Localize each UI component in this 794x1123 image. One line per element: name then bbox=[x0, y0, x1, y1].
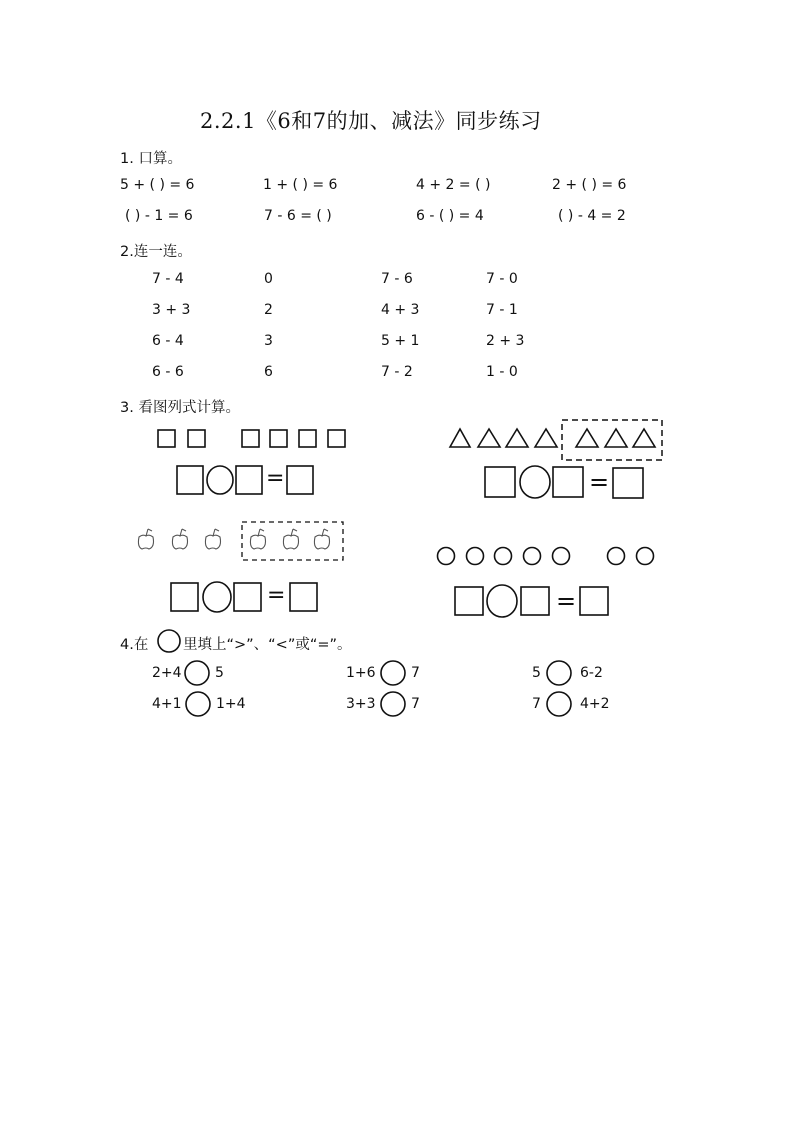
q4-right: 4+2 bbox=[580, 696, 610, 712]
q4-heading-prefix: 4.在 bbox=[120, 637, 149, 653]
apple-icon bbox=[314, 529, 329, 549]
apple-icon bbox=[283, 529, 298, 549]
q2-expr: 2 + 3 bbox=[486, 333, 525, 349]
circle-icon bbox=[553, 548, 570, 565]
circle-icon bbox=[467, 548, 484, 565]
dashed-box bbox=[242, 522, 343, 560]
q4-left: 5 bbox=[532, 665, 541, 681]
q4-right: 5 bbox=[215, 665, 224, 681]
operator-circle bbox=[487, 585, 517, 617]
triangle-icon bbox=[633, 429, 655, 447]
square-icon bbox=[242, 430, 259, 447]
square-icon bbox=[299, 430, 316, 447]
answer-circle bbox=[547, 692, 571, 716]
answer-box bbox=[580, 587, 608, 615]
q2-expr: 4 + 3 bbox=[381, 302, 420, 318]
dashed-box bbox=[562, 420, 662, 460]
q4-right: 1+4 bbox=[216, 696, 246, 712]
answer-circle bbox=[185, 661, 209, 685]
answer-circle bbox=[381, 692, 405, 716]
q4-right: 7 bbox=[411, 665, 420, 681]
q1-item: 2 + ( ) = 6 bbox=[552, 177, 627, 193]
answer-box bbox=[236, 466, 262, 494]
q1-item: 5 + ( ) = 6 bbox=[120, 177, 195, 193]
square-group-1 bbox=[158, 430, 345, 447]
q2-expr: 7 - 1 bbox=[486, 302, 518, 318]
q4-right: 6-2 bbox=[580, 665, 603, 681]
q1-item: 1 + ( ) = 6 bbox=[263, 177, 338, 193]
triangle-icon bbox=[450, 429, 470, 447]
operator-circle bbox=[203, 582, 231, 612]
answer-box bbox=[485, 467, 515, 497]
q2-number: 2 bbox=[264, 302, 273, 318]
q1-item: ( ) - 4 = 2 bbox=[558, 208, 626, 224]
triangle-icon bbox=[506, 429, 528, 447]
answer-circle bbox=[381, 661, 405, 685]
circle-icon bbox=[438, 548, 455, 565]
answer-box bbox=[177, 466, 203, 494]
q4-left: 1+6 bbox=[346, 665, 376, 681]
square-icon bbox=[188, 430, 205, 447]
triangle-group bbox=[450, 420, 662, 460]
answer-box bbox=[521, 587, 549, 615]
q1-heading: 1. 口算。 bbox=[120, 151, 182, 167]
q2-expr: 7 - 2 bbox=[381, 364, 413, 380]
circle-group bbox=[438, 548, 654, 565]
circle-icon bbox=[495, 548, 512, 565]
apple-icon bbox=[250, 529, 265, 549]
q2-expr: 5 + 1 bbox=[381, 333, 420, 349]
q2-heading: 2.连一连。 bbox=[120, 244, 192, 260]
apple-group bbox=[138, 522, 343, 560]
answer-circle bbox=[547, 661, 571, 685]
blank-circle-icon bbox=[158, 630, 180, 652]
q4-left: 2+4 bbox=[152, 665, 182, 681]
q1-item: ( ) - 1 = 6 bbox=[125, 208, 193, 224]
answer-box bbox=[553, 467, 583, 497]
equals-sign: = bbox=[267, 583, 286, 608]
triangle-icon bbox=[535, 429, 557, 447]
apple-icon bbox=[172, 529, 187, 549]
answer-box bbox=[287, 466, 313, 494]
q4-left: 3+3 bbox=[346, 696, 376, 712]
q1-item: 6 - ( ) = 4 bbox=[416, 208, 484, 224]
q2-expr: 7 - 0 bbox=[486, 271, 518, 287]
operator-circle bbox=[207, 466, 233, 494]
circle-icon bbox=[524, 548, 541, 565]
q4-heading-suffix: 里填上“>”、“<”或“=”。 bbox=[183, 637, 352, 653]
q2-expr: 6 - 6 bbox=[152, 364, 184, 380]
answer-circle bbox=[186, 692, 210, 716]
equals-sign: = bbox=[589, 468, 610, 496]
q2-number: 0 bbox=[264, 271, 273, 287]
q4-left: 4+1 bbox=[152, 696, 182, 712]
answer-box bbox=[171, 583, 198, 611]
q2-number: 6 bbox=[264, 364, 273, 380]
q2-expr: 7 - 6 bbox=[381, 271, 413, 287]
q2-expr: 6 - 4 bbox=[152, 333, 184, 349]
apple-icon bbox=[138, 529, 153, 549]
page-title: 2.2.1《6和7的加、减法》同步练习 bbox=[200, 109, 542, 133]
q2-expr: 3 + 3 bbox=[152, 302, 191, 318]
q2-expr: 1 - 0 bbox=[486, 364, 518, 380]
equals-sign: = bbox=[556, 587, 577, 615]
q4-right: 7 bbox=[411, 696, 420, 712]
q3-heading: 3. 看图列式计算。 bbox=[120, 400, 240, 416]
answer-box bbox=[455, 587, 483, 615]
q4-left: 7 bbox=[532, 696, 541, 712]
apple-icon bbox=[205, 529, 220, 549]
q2-expr: 7 - 4 bbox=[152, 271, 184, 287]
answer-box bbox=[290, 583, 317, 611]
q2-number: 3 bbox=[264, 333, 273, 349]
answer-box bbox=[234, 583, 261, 611]
q1-item: 4 + 2 = ( ) bbox=[416, 177, 491, 193]
triangle-icon bbox=[605, 429, 627, 447]
triangle-icon bbox=[478, 429, 500, 447]
equals-sign: = bbox=[266, 466, 285, 491]
q1-item: 7 - 6 = ( ) bbox=[264, 208, 332, 224]
circle-icon bbox=[608, 548, 625, 565]
triangle-icon bbox=[576, 429, 598, 447]
answer-box bbox=[613, 468, 643, 498]
square-icon bbox=[158, 430, 175, 447]
operator-circle bbox=[520, 466, 550, 498]
circle-icon bbox=[637, 548, 654, 565]
square-icon bbox=[328, 430, 345, 447]
square-icon bbox=[270, 430, 287, 447]
